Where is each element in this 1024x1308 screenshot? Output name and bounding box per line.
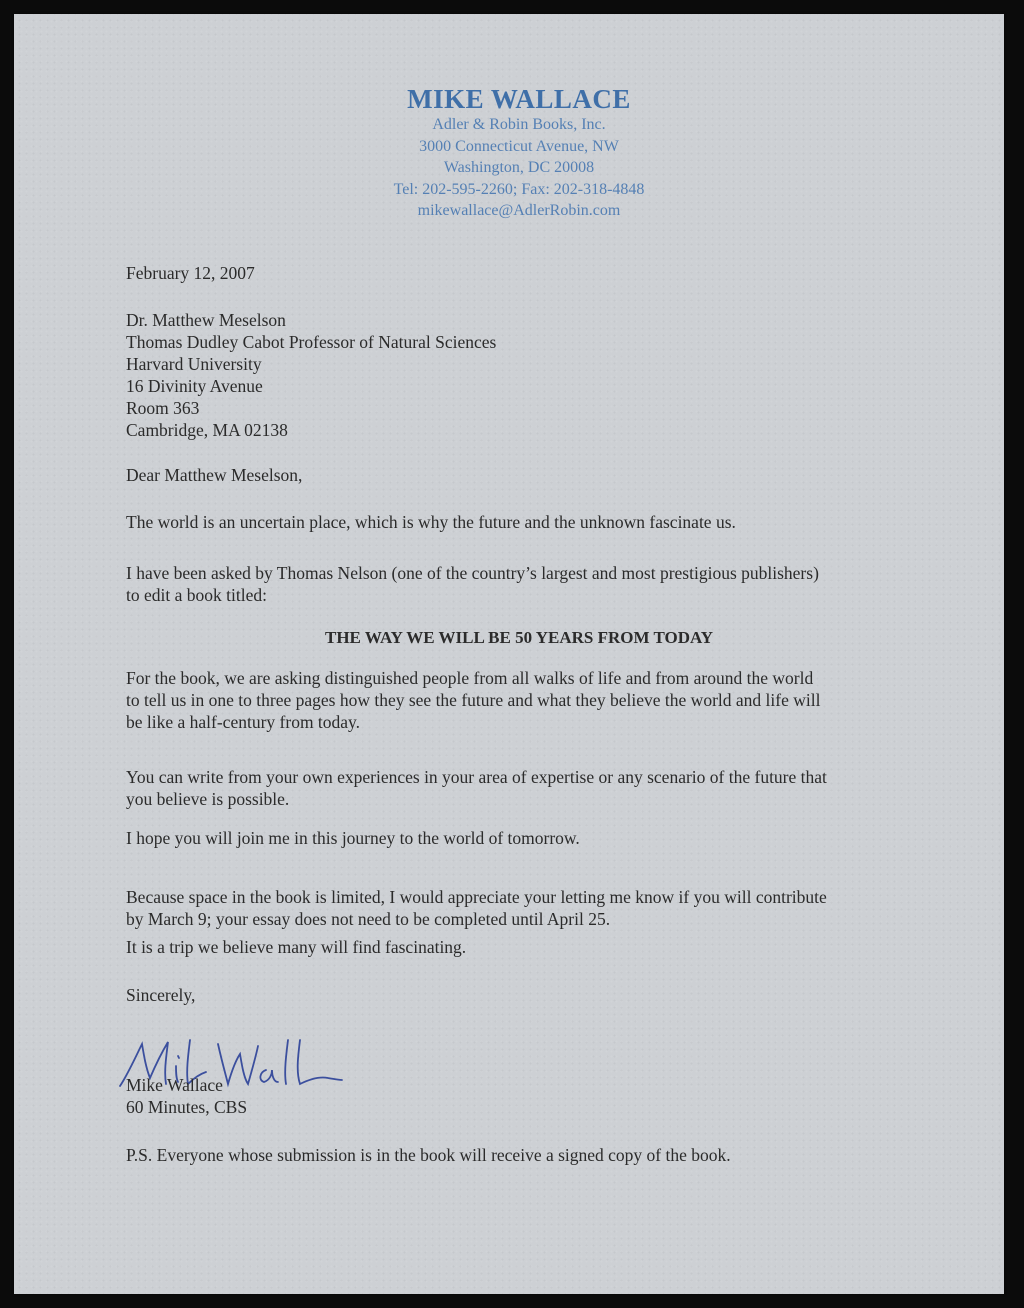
recipient-institution: Harvard University xyxy=(126,354,262,374)
signer-affiliation: 60 Minutes, CBS xyxy=(126,1097,248,1117)
paragraph-3-line-1: For the book, we are asking distinguished people from all walks of life and from around the world xyxy=(126,668,814,688)
signer-block xyxy=(126,1074,247,1118)
recipient-city: Cambridge, MA 02138 xyxy=(126,420,288,440)
paragraph-2-line-2: to edit a book titled: xyxy=(126,585,267,605)
paragraph-2 xyxy=(126,562,906,606)
signer-name: Mike Wallace xyxy=(126,1075,223,1095)
paragraph-2-line-1: I have been asked by Thomas Nelson (one of the country’s largest and most prestigious publishers) xyxy=(126,563,819,583)
letterhead-company: Adler & Robin Books, Inc. xyxy=(432,116,606,133)
letterhead xyxy=(14,84,1024,222)
paragraph-4-line-2: you believe is possible. xyxy=(126,789,290,809)
letter-date: February 12, 2007 xyxy=(126,263,255,283)
letterhead-phone-fax: Tel: 202-595-2260; Fax: 202-318-4848 xyxy=(393,180,645,198)
salutation: Dear Matthew Meselson, xyxy=(126,465,303,485)
paragraph-5: I hope you will join me in this journey to the world of tomorrow. xyxy=(126,828,580,848)
letterhead-street: 3000 Connecticut Avenue, NW xyxy=(419,137,619,155)
paragraph-6 xyxy=(126,886,916,930)
paragraph-4 xyxy=(126,766,916,810)
paragraph-3-line-2: to tell us in one to three pages how they see the future and what they believe the world and life will xyxy=(126,690,821,710)
letterhead-email: mikewallace@AdlerRobin.com xyxy=(417,202,621,219)
paragraph-3-line-3: be like a half-century from today. xyxy=(126,712,361,732)
book-title: THE WAY WE WILL BE 50 YEARS FROM TODAY xyxy=(325,628,713,647)
recipient-title: Thomas Dudley Cabot Professor of Natural Sciences xyxy=(126,332,497,352)
recipient-name: Dr. Matthew Meselson xyxy=(126,310,286,330)
closing: Sincerely, xyxy=(126,985,196,1005)
recipient-address xyxy=(126,309,496,441)
paragraph-4-line-1: You can write from your own experiences in your area of expertise or any scenario of the future that xyxy=(126,767,827,787)
paragraph-6-line-1: Because space in the book is limited, I would appreciate your letting me know if you will contribute xyxy=(126,887,827,907)
letter-page xyxy=(14,14,1004,1294)
letterhead-name: MIKE WALLACE xyxy=(407,84,631,114)
paragraph-7: It is a trip we believe many will find fascinating. xyxy=(126,937,467,957)
paragraph-3 xyxy=(126,667,916,733)
postscript: P.S. Everyone whose submission is in the book will receive a signed copy of the book. xyxy=(126,1145,731,1165)
recipient-street: 16 Divinity Avenue xyxy=(126,376,263,396)
recipient-room: Room 363 xyxy=(126,398,200,418)
paragraph-6-line-2: by March 9; your essay does not need to be completed until April 25. xyxy=(126,909,611,929)
letterhead-city: Washington, DC 20008 xyxy=(443,159,595,176)
paragraph-1: The world is an uncertain place, which is why the future and the unknown fascinate us. xyxy=(126,512,736,532)
